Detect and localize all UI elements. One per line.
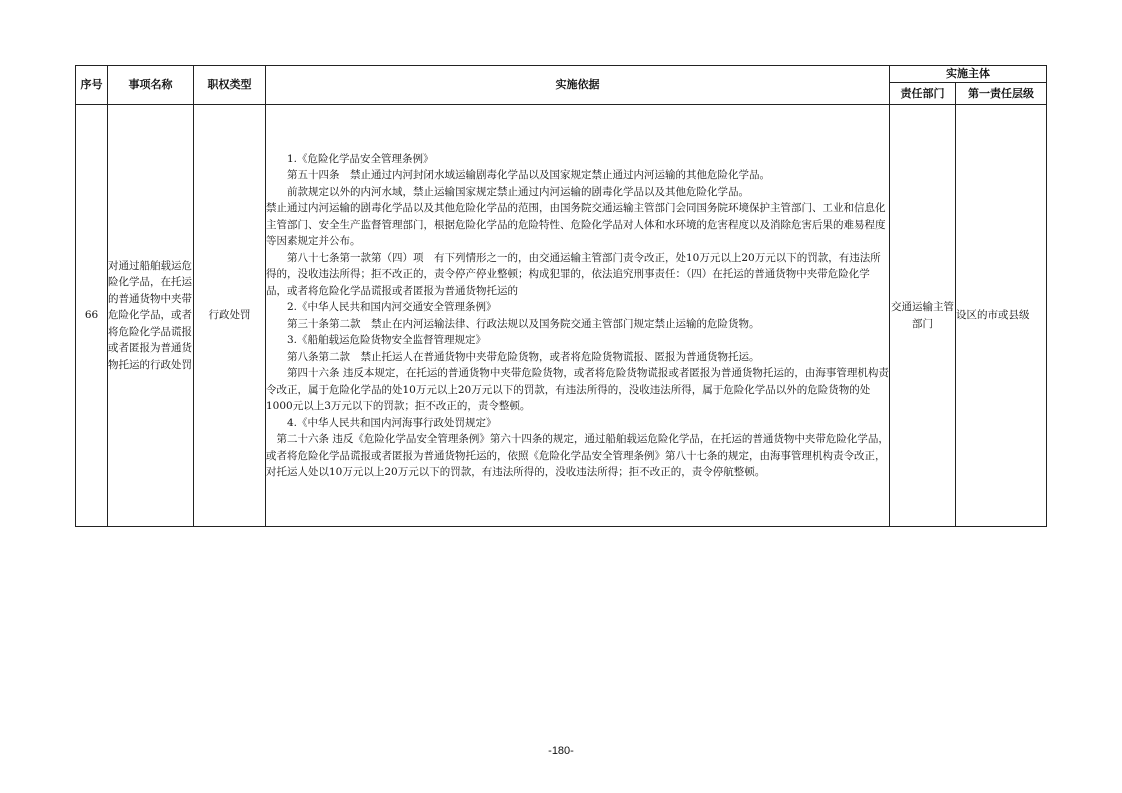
header-seq: 序号	[76, 66, 108, 105]
basis-line: 第五十四条 禁止通过内河封闭水域运输剧毒化学品以及国家规定禁止通过内河运输的其他危险化学品。	[287, 169, 770, 181]
header-dept: 责任部门	[890, 83, 956, 105]
header-authority-type: 职权类型	[194, 66, 266, 105]
basis-line: 禁止通过内河运输的剧毒化学品以及其他危险化学品的范围，由国务院交通运输主管部门会同国务院环境保护主管部门、工业和信息化主管部门、安全生产监督管理部门，根据危险化学品的危险特性、危险化学品对人体和水环境的危害程度以及消除危害后果的难易程度等因素规定并公布。	[266, 202, 886, 247]
basis-line: 第八条第二款 禁止托运人在普通货物中夹带危险货物，或者将危险货物谎报、匿报为普通货物托运。	[287, 350, 760, 363]
basis-line: 1.《危险化学品安全管理条例》	[287, 152, 434, 165]
basis-line: 第四十六条 违反本规定，在托运的普通货物中夹带危险货物，或者将危险货物谎报或者匿报为普通货物托运的，由海事管理机构责令改正，属于危险化学品的处10万元以上20万元以下的罚款，有违法所得的，没收违法所得，属于危险化学品以外的危险货物的处1000元以上3万元以下的罚款；拒不改正的，责令整顿。	[266, 367, 889, 412]
row-item-name: 对通过船舶载运危险化学品，在托运的普通货物中夹带危险化学品，或者将危险化学品谎报或者匿报为普通货物托运的行政处罚	[108, 105, 194, 527]
basis-line: 第八十七条第一款第（四）项 有下列情形之一的，由交通运输主管部门责令改正，处10万元以上20万元以下的罚款，有违法所得的，没收违法所得；拒不改正的，责令停产停业整顿；构成犯罪的，依法追究刑事责任：（四）在托运的普通货物中夹带危险化学品，或者将危险化学品谎报或者匿报为普通货物托运的	[266, 251, 881, 297]
table-row	[76, 105, 1047, 527]
row-level: 设区的市或县级	[956, 105, 1047, 527]
header-level: 第一责任层级	[956, 83, 1047, 105]
basis-line: 第三十条第二款 禁止在内河运输法律、行政法规以及国务院交通主管部门规定禁止运输的危险货物。	[287, 317, 760, 330]
basis-line: 2.《中华人民共和国内河交通安全管理条例》	[287, 301, 497, 313]
header-item-name: 事项名称	[108, 66, 194, 105]
row-authority-type: 行政处罚	[194, 105, 266, 527]
header-basis: 实施依据	[266, 66, 890, 105]
enforcement-table	[75, 65, 1047, 527]
header-subject: 实施主体	[890, 66, 1047, 83]
basis-line: 4.《中华人民共和国内河海事行政处罚规定》	[287, 416, 497, 429]
row-dept: 交通运输主管部门	[890, 105, 956, 527]
basis-line: 第二十六条 违反《危险化学品安全管理条例》第六十四条的规定，通过船舶载运危险化学品，在托运的普通货物中夹带危险化学品，或者将危险化学品谎报或者匿报为普通货物托运的，依照《危险化学品安全管理条例》第八十七条的规定，由海事管理机构责令改正，对托运人处以10万元以上20万元以下的罚款，有违法所得的，没收违法所得；拒不改正的，责令停航整顿。	[266, 433, 889, 478]
row-basis	[266, 105, 890, 527]
page-number: -180-	[548, 745, 574, 757]
basis-line: 3.《船舶载运危险货物安全监督管理规定》	[287, 334, 487, 346]
basis-line: 前款规定以外的内河水域，禁止运输国家规定禁止通过内河运输的剧毒化学品以及其他危险化学品。	[287, 185, 749, 198]
row-seq: 66	[76, 105, 108, 527]
